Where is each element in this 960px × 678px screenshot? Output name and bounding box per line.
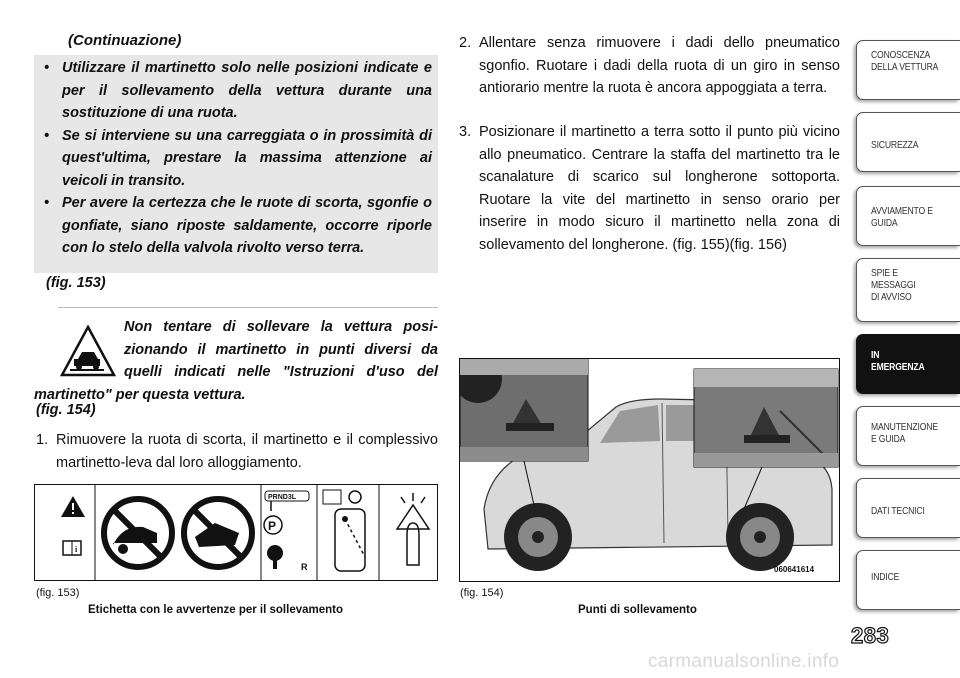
- lifting-points-image: [460, 359, 839, 581]
- svg-text:060641614: 060641614: [774, 565, 815, 574]
- tab-conoscenza-della-vettura[interactable]: CONOSCENZA DELLA VETTURA: [856, 40, 960, 100]
- caution-line: martinetto" per questa vettura.: [34, 386, 246, 403]
- tab-avviamento-e-guida[interactable]: AVVIAMENTO E GUIDA: [856, 186, 960, 246]
- svg-text:i: i: [75, 545, 78, 554]
- warning-bullet: • Se si interviene su una carreggiata o in prossimità di quest'ultima, prestare la massima attenzione ai veicoli in transito.: [44, 127, 432, 189]
- fig-154-label: (fig. 154): [460, 587, 504, 599]
- step-3: 3. Posizionare il martinetto a terra sotto il punto più vicino allo pneumatico. Centrare la staffa del martinetto tra le scanalature di scarico sul longherone sottoporta. Ruotare la vite del martinetto in senso orario per inserire in modo sicuro il martinetto nella zona di sollevamento del longherone. (fig. 155)(fig. 156): [459, 124, 840, 253]
- warning-bullet: • Utilizzare il martinetto solo nelle posizioni indicate e per il sollevamento della vettura durante una sostituzione di una ruota.: [44, 60, 432, 121]
- tab-sicurezza[interactable]: SICUREZZA: [856, 112, 960, 172]
- continuation-heading: (Continuazione): [68, 32, 182, 49]
- caution-line: quelli indicati nelle "Istruzioni d'uso del: [124, 364, 438, 380]
- warning-bullet: • Per avere la certezza che le ruote di scorta, sgonfie o gonfiate, siano riposte saldamente, occorre riporle con lo stelo della valvola rivolto verso terra.: [44, 195, 432, 256]
- svg-text:R: R: [301, 562, 308, 572]
- fig-153-caption: Etichetta con le avvertenze per il sollevamento: [88, 604, 344, 616]
- jack-warning-label-figure: [34, 484, 438, 581]
- jack-warning-label-image: [35, 485, 437, 580]
- step-1: 1. Rimuovere la ruota di scorta, il martinetto e il complessivo martinetto-leva dal loro alloggiamento.: [36, 432, 438, 471]
- warning-box: [34, 55, 438, 273]
- tab-in-emergenza[interactable]: IN EMERGENZA: [856, 334, 960, 394]
- chapter-sidebar: [856, 0, 960, 678]
- page-number: 283: [851, 623, 890, 648]
- svg-text:PRND3L: PRND3L: [268, 494, 297, 501]
- fig-154-reference: (fig. 154): [36, 402, 96, 418]
- caution-line: Non tentare di sollevare la vettura posi-: [124, 319, 438, 335]
- fig-153-label: (fig. 153): [36, 587, 80, 599]
- lifting-points-figure: [459, 358, 840, 582]
- fig-154-caption: Punti di sollevamento: [578, 604, 697, 616]
- caution-line: zionando il martinetto in punti diversi da: [124, 341, 438, 358]
- watermark: carmanualsonline.info: [648, 651, 840, 672]
- svg-text:P: P: [268, 519, 277, 533]
- tab-manutenzione-e-guida[interactable]: MANUTENZIONE E GUIDA: [856, 406, 960, 466]
- tab-spie-e-messaggi[interactable]: SPIE E MESSAGGI DI AVVISO: [856, 258, 960, 322]
- step-2: 2. Allentare senza rimuovere i dadi dello pneumatico sgonfio. Ruotare i dadi della ruota di un giro in senso antiorario mentre la ruota è ancora appoggiata a terra.: [459, 35, 840, 96]
- tab-dati-tecnici[interactable]: DATI TECNICI: [856, 478, 960, 538]
- tab-indice[interactable]: INDICE: [856, 550, 960, 610]
- fig-153-reference: (fig. 153): [46, 275, 106, 291]
